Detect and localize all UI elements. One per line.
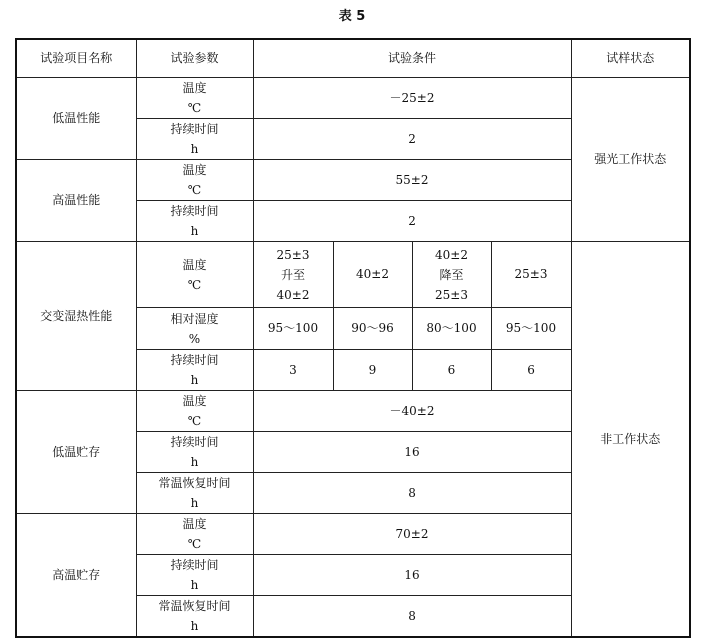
value-line: 40±2 — [435, 247, 468, 262]
param-name: 温度 — [182, 517, 207, 531]
param-cell — [136, 160, 253, 201]
param-unit: h — [190, 142, 199, 156]
group-name-cyclic-damp-heat: 交变湿热性能 — [16, 242, 136, 391]
condition-value: 16 — [253, 555, 571, 596]
header-parameter: 试验参数 — [136, 39, 253, 78]
condition-value: －25±2 — [253, 78, 571, 119]
param-cell — [136, 119, 253, 160]
param-name: 温度 — [182, 163, 207, 177]
param-name: 相对湿度 — [170, 311, 219, 326]
param-unit: ℃ — [187, 183, 202, 197]
param-cell — [136, 432, 253, 473]
header-item-name: 试验项目名称 — [16, 39, 136, 78]
condition-value: 2 — [253, 119, 571, 160]
param-cell — [136, 514, 253, 555]
param-cell — [136, 350, 253, 391]
test-conditions-table — [15, 38, 691, 638]
table-row — [16, 242, 690, 308]
condition-value: 90～96 — [333, 308, 412, 350]
table-row — [16, 78, 690, 119]
param-unit: ℃ — [187, 537, 202, 551]
param-name: 温度 — [182, 257, 207, 272]
param-unit: ℃ — [187, 101, 202, 115]
param-name: 持续时间 — [170, 558, 219, 572]
param-cell — [136, 201, 253, 242]
condition-value: 25±3 — [491, 242, 571, 308]
condition-value: 8 — [253, 473, 571, 514]
param-name: 持续时间 — [170, 122, 219, 136]
param-name: 持续时间 — [170, 204, 219, 218]
condition-value: 6 — [491, 350, 571, 391]
header-sample-state: 试样状态 — [571, 39, 690, 78]
state-working: 强光工作状态 — [571, 78, 690, 242]
condition-value: 9 — [333, 350, 412, 391]
param-unit: h — [190, 373, 199, 387]
param-cell — [136, 596, 253, 638]
group-name-low-temp-storage: 低温贮存 — [16, 391, 136, 514]
param-unit: ℃ — [187, 414, 202, 428]
condition-value: 70±2 — [253, 514, 571, 555]
condition-value — [412, 242, 491, 308]
state-non-working: 非工作状态 — [571, 242, 690, 638]
value-line: 25±3 — [435, 287, 468, 302]
condition-value: 16 — [253, 432, 571, 473]
param-name: 持续时间 — [170, 435, 219, 449]
param-name: 温度 — [182, 394, 207, 408]
value-line: 40±2 — [276, 287, 310, 302]
param-unit: h — [190, 455, 199, 469]
param-unit: % — [188, 331, 201, 346]
param-name: 常温恢复时间 — [158, 476, 231, 490]
param-name: 温度 — [182, 81, 207, 95]
param-cell — [136, 473, 253, 514]
value-line: 25±3 — [276, 247, 310, 262]
param-unit: ℃ — [187, 277, 202, 292]
param-cell — [136, 391, 253, 432]
condition-value: 95～100 — [491, 308, 571, 350]
header-conditions: 试验条件 — [253, 39, 571, 78]
condition-value: 2 — [253, 201, 571, 242]
param-cell — [136, 78, 253, 119]
value-line: 降至 — [439, 267, 464, 282]
group-name-high-temp-performance: 高温性能 — [16, 160, 136, 242]
header-row — [16, 39, 690, 78]
condition-value: 40±2 — [333, 242, 412, 308]
param-cell — [136, 555, 253, 596]
param-unit: h — [190, 578, 199, 592]
group-name-high-temp-storage: 高温贮存 — [16, 514, 136, 638]
condition-value: 6 — [412, 350, 491, 391]
value-line: 升至 — [280, 267, 305, 282]
condition-value: 80～100 — [412, 308, 491, 350]
condition-value: 3 — [253, 350, 333, 391]
param-cell — [136, 308, 253, 350]
table-caption: 表 5 — [338, 9, 366, 24]
condition-value: 8 — [253, 596, 571, 638]
param-name: 持续时间 — [170, 353, 219, 367]
condition-value: －40±2 — [253, 391, 571, 432]
group-name-low-temp-performance: 低温性能 — [16, 78, 136, 160]
param-cell — [136, 242, 253, 308]
param-unit: h — [190, 619, 199, 633]
condition-value — [253, 242, 333, 308]
param-name: 常温恢复时间 — [158, 599, 231, 613]
param-unit: h — [190, 224, 199, 238]
condition-value: 95～100 — [253, 308, 333, 350]
condition-value: 55±2 — [253, 160, 571, 201]
param-unit: h — [190, 496, 199, 510]
